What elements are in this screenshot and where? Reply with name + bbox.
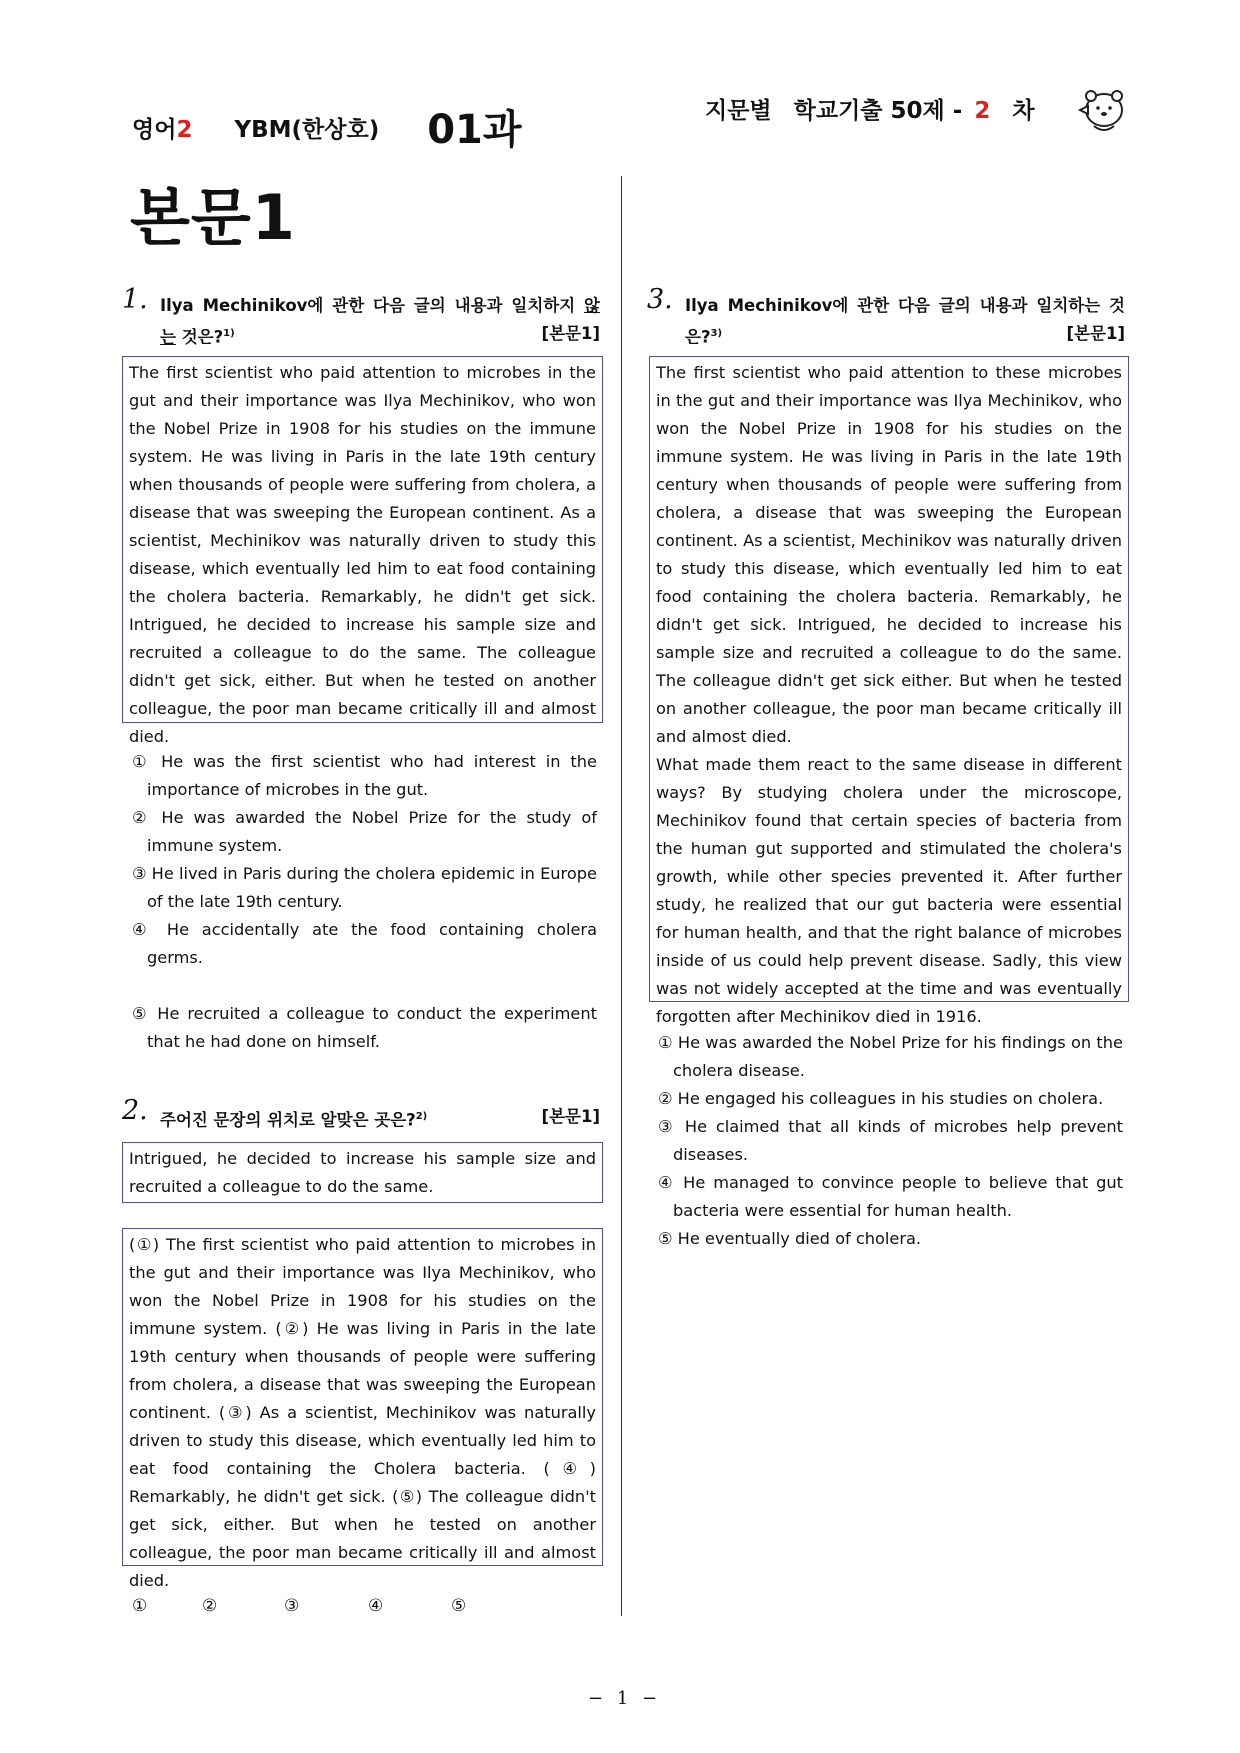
q1-choice-4[interactable]: ④ He accidentally ate the food containing cholera germs. xyxy=(132,920,597,967)
q1-number: 1. xyxy=(122,284,148,315)
q2-header xyxy=(122,1095,602,1133)
q3-choice-4[interactable]: ④ He managed to convince people to believe that gut bacteria were essential for human health. xyxy=(658,1173,1123,1220)
q3-prompt-line2: 은?$^{3)}$ [본문1] xyxy=(685,320,1125,352)
q3-choice-1[interactable]: ① He was awarded the Nobel Prize for his findings on the cholera disease. xyxy=(658,1033,1123,1080)
doc-header-left xyxy=(132,92,522,153)
q2-passage: (①) The first scientist who paid attention to microbes in the gut and their importance was Ilya Mechinikov, who won the Nobel Prize in 1908 for his studies on the immune system. (②) He was living in Paris in the late 19th century when thousands of people were suffering from cholera, a disease that was sweeping the European continent. (③) As a scientist, Mechinikov was naturally driven to study this disease, which eventually led him to eat food containing the Cholera bacteria. (④) Remarkably, he didn't get sick. (⑤) The colleague didn't get sick, either. But when he tested on another colleague, the poor man became critically ill and almost died. xyxy=(122,1228,603,1566)
q3-choice-2[interactable]: ② He engaged his colleagues in his studies on cholera. xyxy=(658,1089,1104,1108)
series-label: 지문별 xyxy=(705,98,772,124)
round-label: 2 차 xyxy=(974,98,1035,124)
q2-number: 2. xyxy=(122,1095,148,1126)
q1-choice-3[interactable]: ③ He lived in Paris during the cholera epidemic in Europe of the late 19th century. xyxy=(132,864,597,911)
q1-choice-2[interactable]: ② He was awarded the Nobel Prize for the study of immune system. xyxy=(132,808,597,855)
doc-header-right xyxy=(705,92,1079,140)
section-title: 본문1 xyxy=(130,181,296,254)
q3-passage-part2: What made them react to the same disease in different ways? By studying cholera under the microscope, Mechinikov found that certain species of bacteria from the human gut supported and stimulated the cholera's growth, while other species prevented it. After further study, he realized that our gut bacteria were essential for human health, and that the right balance of microbes inside of us could help prevent disease. Sadly, this view was not widely accepted at the time and was eventually forgotten after Mechinikov died in 1916. xyxy=(656,755,1122,1026)
q2-option-1[interactable]: ① xyxy=(132,1596,148,1616)
q3-tag: [본문1] xyxy=(1066,324,1125,343)
lesson-label: 01과 xyxy=(427,107,522,153)
q3-choice-3[interactable]: ③ He claimed that all kinds of microbes help prevent diseases. xyxy=(658,1117,1123,1164)
q2-option-5[interactable]: ⑤ xyxy=(451,1596,467,1616)
q1-choice-5[interactable]: ⑤ He recruited a colleague to conduct the experiment that he had done on himself. xyxy=(132,1004,597,1051)
q3-passage-part1: The first scientist who paid attention to these microbes in the gut and their importance was Ilya Mechinikov, who won the Nobel Prize in 1908 for his studies on the immune system. He was living in Paris in the late 19th century when thousands of people were suffering from cholera, a disease that was sweeping the European continent. As a scientist, Mechinikov was naturally driven to study this disease, which eventually led him to eat food containing the cholera bacteria. Remarkably, he didn't get sick. Intrigued, he decided to increase his sample size and recruited a colleague to do the same. The colleague didn't get sick either. But when he tested on another colleague, the poor man became critically ill and almost died. xyxy=(656,363,1122,746)
q2-prompt: 주어진 문장의 위치로 알맞은 곳은?$^{2)}$ xyxy=(160,1110,428,1130)
subject: 영어2 xyxy=(132,117,193,143)
q1-tag: [본문1] xyxy=(541,324,600,343)
q1-header xyxy=(122,284,602,352)
q2-given-sentence: Intrigued, he decided to increase his sample size and recruited a colleague to do the same. xyxy=(122,1142,603,1203)
page-number: − 1 − xyxy=(588,1688,662,1709)
publisher: YBM(한상호) xyxy=(234,117,380,143)
q1-prompt: Ilya Mechinikov에 관한 다음 글의 내용과 일치하지 않 xyxy=(160,296,600,315)
q3-passage xyxy=(649,356,1129,1026)
series-label-2: 학교기출 50제 - xyxy=(793,98,963,124)
q2-option-2[interactable]: ② xyxy=(202,1596,218,1616)
q2-option-4[interactable]: ④ xyxy=(368,1596,384,1616)
q1-prompt-line2: 는 것은?$^{1)}$ [본문1] xyxy=(160,320,600,352)
column-divider xyxy=(621,176,622,1616)
q2-tag: [본문1] xyxy=(541,1107,600,1126)
q3-choices xyxy=(658,1029,1123,1253)
q1-choice-1[interactable]: ① He was the first scientist who had interest in the importance of microbes in the gut. xyxy=(132,752,597,799)
q3-number: 3. xyxy=(647,284,673,315)
q1-choices xyxy=(132,748,597,1056)
q3-prompt: Ilya Mechinikov에 관한 다음 글의 내용과 일치하는 것 xyxy=(685,296,1125,315)
q3-header xyxy=(647,284,1127,352)
q3-choice-5[interactable]: ⑤ He eventually died of cholera. xyxy=(658,1229,922,1248)
q1-passage: The first scientist who paid attention to microbes in the gut and their importance was Ilya Mechinikov, who won the Nobel Prize in 1908 for his studies on the immune system. He was living in Paris in the late 19th century when thousands of people were suffering from cholera, a disease that was sweeping the European continent. As a scientist, Mechinikov was naturally driven to study this disease, which eventually led him to eat food containing the cholera bacteria. Remarkably, he didn't get sick. Intrigued, he decided to increase his sample size and recruited a colleague to do the same. The colleague didn't get sick, either. But when he tested on another colleague, the poor man became critically ill and almost died. xyxy=(122,356,603,723)
q2-option-3[interactable]: ③ xyxy=(284,1596,300,1616)
bear-mascot-icon xyxy=(1076,86,1128,136)
